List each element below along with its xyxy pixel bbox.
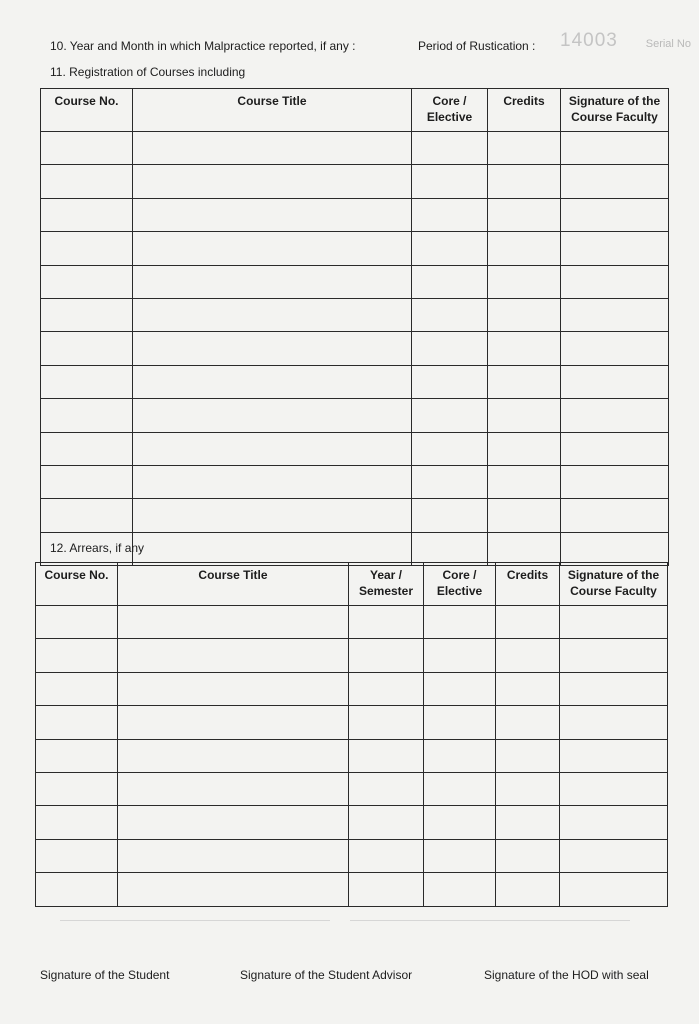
malpractice-question: 10. Year and Month in which Malpractice reported, if any : [50, 39, 356, 53]
arrears-cell[interactable] [36, 772, 118, 805]
registration-cell[interactable] [488, 332, 561, 365]
registration-cell[interactable] [133, 499, 412, 532]
registration-cell[interactable] [133, 399, 412, 432]
registration-row [41, 432, 669, 465]
arrears-cell[interactable] [560, 606, 668, 639]
arrears-cell[interactable] [349, 839, 424, 872]
col-year-semester: Year / Semester [349, 563, 424, 606]
registration-cell[interactable] [412, 165, 488, 198]
arrears-row [36, 806, 668, 839]
arrears-cell[interactable] [496, 639, 560, 672]
arrears-cell[interactable] [496, 839, 560, 872]
arrears-cell[interactable] [36, 739, 118, 772]
registration-cell[interactable] [561, 298, 669, 331]
registration-cell[interactable] [488, 499, 561, 532]
registration-row [41, 132, 669, 165]
rustication-label: Period of Rustication : [418, 39, 536, 53]
arrears-cell[interactable] [424, 606, 496, 639]
arrears-cell[interactable] [496, 706, 560, 739]
arrears-cell[interactable] [496, 672, 560, 705]
registration-cell[interactable] [412, 332, 488, 365]
arrears-cell[interactable] [560, 806, 668, 839]
registration-row [41, 499, 669, 532]
registration-cell[interactable] [488, 132, 561, 165]
arrears-table [35, 562, 668, 907]
arrears-cell[interactable] [349, 706, 424, 739]
arrears-cell[interactable] [560, 873, 668, 906]
registration-row [41, 265, 669, 298]
arrears-cell[interactable] [496, 739, 560, 772]
registration-cell[interactable] [41, 365, 133, 398]
registration-cell[interactable] [41, 499, 133, 532]
col-signature-faculty: Signature of the Course Faculty [561, 89, 669, 132]
registration-cell[interactable] [133, 165, 412, 198]
arrears-cell[interactable] [496, 873, 560, 906]
arrears-row [36, 739, 668, 772]
arrears-cell[interactable] [118, 806, 349, 839]
registration-row [41, 399, 669, 432]
arrears-cell[interactable] [424, 772, 496, 805]
registration-cell[interactable] [133, 265, 412, 298]
col-signature-faculty: Signature of the Course Faculty [560, 563, 668, 606]
arrears-cell[interactable] [118, 739, 349, 772]
registration-cell[interactable] [412, 298, 488, 331]
registration-cell[interactable] [412, 432, 488, 465]
registration-cell[interactable] [133, 465, 412, 498]
registration-cell[interactable] [488, 465, 561, 498]
col-course-no: Course No. [41, 89, 133, 132]
registration-header-row [41, 89, 669, 132]
arrears-cell[interactable] [349, 672, 424, 705]
arrears-cell[interactable] [118, 672, 349, 705]
registration-row [41, 165, 669, 198]
registration-cell[interactable] [41, 265, 133, 298]
arrears-cell[interactable] [36, 672, 118, 705]
arrears-cell[interactable] [118, 706, 349, 739]
arrears-cell[interactable] [36, 839, 118, 872]
registration-cell[interactable] [412, 232, 488, 265]
registration-cell[interactable] [41, 232, 133, 265]
arrears-cell[interactable] [560, 639, 668, 672]
arrears-row [36, 672, 668, 705]
registration-cell[interactable] [41, 198, 133, 231]
student-signature-label: Signature of the Student [40, 968, 170, 982]
registration-cell[interactable] [488, 265, 561, 298]
registration-cell[interactable] [488, 399, 561, 432]
registration-cell[interactable] [41, 165, 133, 198]
serial-number: 14003 [560, 30, 618, 51]
arrears-row [36, 839, 668, 872]
divider [350, 920, 630, 921]
registration-row [41, 332, 669, 365]
registration-cell[interactable] [133, 232, 412, 265]
registration-cell[interactable] [412, 132, 488, 165]
arrears-heading: 12. Arrears, if any [50, 541, 145, 555]
registration-cell[interactable] [561, 265, 669, 298]
registration-cell[interactable] [561, 532, 669, 565]
arrears-cell[interactable] [349, 606, 424, 639]
registration-cell[interactable] [412, 365, 488, 398]
registration-cell[interactable] [412, 499, 488, 532]
registration-cell[interactable] [133, 532, 412, 565]
arrears-row [36, 772, 668, 805]
col-course-no: Course No. [36, 563, 118, 606]
arrears-cell[interactable] [424, 873, 496, 906]
arrears-cell[interactable] [36, 706, 118, 739]
registration-cell[interactable] [561, 332, 669, 365]
registration-cell[interactable] [41, 399, 133, 432]
registration-cell[interactable] [561, 465, 669, 498]
registration-row [41, 298, 669, 331]
registration-cell[interactable] [133, 298, 412, 331]
registration-cell[interactable] [561, 232, 669, 265]
arrears-row [36, 639, 668, 672]
arrears-cell[interactable] [560, 839, 668, 872]
registration-cell[interactable] [488, 365, 561, 398]
arrears-cell[interactable] [118, 639, 349, 672]
registration-cell[interactable] [41, 432, 133, 465]
arrears-cell[interactable] [424, 639, 496, 672]
arrears-cell[interactable] [424, 839, 496, 872]
registration-row [41, 198, 669, 231]
arrears-cell[interactable] [424, 739, 496, 772]
registration-cell[interactable] [561, 499, 669, 532]
arrears-cell[interactable] [118, 873, 349, 906]
col-core-elective: Core / Elective [424, 563, 496, 606]
arrears-cell[interactable] [560, 739, 668, 772]
col-course-title: Course Title [133, 89, 412, 132]
arrears-cell[interactable] [496, 806, 560, 839]
registration-heading: 11. Registration of Courses including [50, 65, 246, 79]
arrears-cell[interactable] [424, 706, 496, 739]
registration-cell[interactable] [488, 298, 561, 331]
registration-cell[interactable] [133, 432, 412, 465]
registration-cell[interactable] [41, 298, 133, 331]
arrears-cell[interactable] [496, 772, 560, 805]
registration-cell[interactable] [561, 132, 669, 165]
registration-cell[interactable] [561, 365, 669, 398]
arrears-cell[interactable] [560, 706, 668, 739]
arrears-cell[interactable] [118, 772, 349, 805]
arrears-cell[interactable] [36, 606, 118, 639]
registration-cell[interactable] [561, 198, 669, 231]
arrears-row [36, 606, 668, 639]
col-credits: Credits [488, 89, 561, 132]
registration-cell[interactable] [412, 465, 488, 498]
registration-cell[interactable] [488, 432, 561, 465]
registration-cell[interactable] [133, 132, 412, 165]
serial-label: Serial No [645, 38, 691, 50]
arrears-cell[interactable] [349, 739, 424, 772]
hod-signature-label: Signature of the HOD with seal [484, 968, 649, 982]
registration-cell[interactable] [41, 465, 133, 498]
registration-cell[interactable] [41, 332, 133, 365]
col-credits: Credits [496, 563, 560, 606]
registration-table [40, 88, 669, 566]
arrears-cell[interactable] [349, 639, 424, 672]
arrears-cell[interactable] [560, 772, 668, 805]
registration-cell[interactable] [488, 232, 561, 265]
registration-cell[interactable] [412, 532, 488, 565]
arrears-header-row [36, 563, 668, 606]
registration-cell[interactable] [412, 265, 488, 298]
col-course-title: Course Title [118, 563, 349, 606]
registration-row [41, 365, 669, 398]
arrears-cell[interactable] [118, 606, 349, 639]
registration-cell[interactable] [488, 198, 561, 231]
arrears-cell[interactable] [36, 639, 118, 672]
registration-cell[interactable] [561, 399, 669, 432]
arrears-cell[interactable] [36, 873, 118, 906]
arrears-cell[interactable] [118, 839, 349, 872]
arrears-cell[interactable] [424, 806, 496, 839]
registration-cell[interactable] [41, 132, 133, 165]
arrears-row [36, 706, 668, 739]
registration-cell[interactable] [561, 432, 669, 465]
registration-row [41, 465, 669, 498]
registration-cell[interactable] [133, 198, 412, 231]
registration-cell[interactable] [561, 165, 669, 198]
registration-cell[interactable] [133, 332, 412, 365]
arrears-cell[interactable] [349, 873, 424, 906]
arrears-cell[interactable] [496, 606, 560, 639]
registration-cell[interactable] [412, 399, 488, 432]
registration-cell[interactable] [488, 532, 561, 565]
arrears-row [36, 873, 668, 906]
registration-cell[interactable] [412, 198, 488, 231]
registration-cell[interactable] [488, 165, 561, 198]
arrears-cell[interactable] [349, 772, 424, 805]
registration-row [41, 232, 669, 265]
arrears-cell[interactable] [36, 806, 118, 839]
arrears-cell[interactable] [424, 672, 496, 705]
arrears-cell[interactable] [560, 672, 668, 705]
arrears-cell[interactable] [349, 806, 424, 839]
col-core-elective: Core / Elective [412, 89, 488, 132]
divider [60, 920, 330, 921]
advisor-signature-label: Signature of the Student Advisor [240, 968, 413, 982]
registration-cell[interactable] [133, 365, 412, 398]
